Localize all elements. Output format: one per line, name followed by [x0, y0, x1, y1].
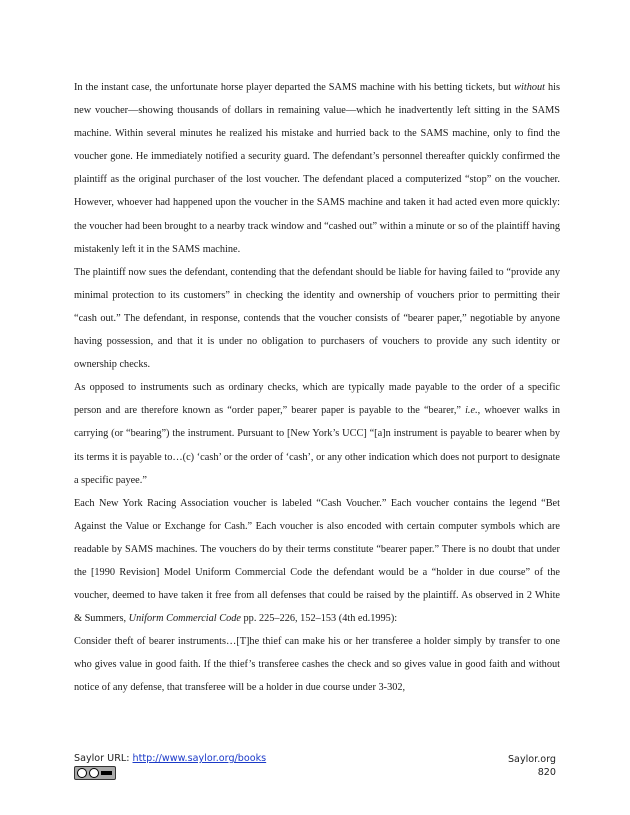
footer-url-label: Saylor URL:: [74, 753, 133, 764]
paragraph: The plaintiff now sues the defendant, contending that the defendant should be liable for having failed to “provide any minimal protection to its customers” in checking the identity and ownership of vouchers prior to permitting their “cash out.” The defendant, in response, contends that the voucher consists of “bearer paper,” negotiable by anyone having possession, and that it is under no obligation to purchasers of vouchers to provide any such identity or ownership checks.: [74, 266, 560, 371]
paragraph: Each New York Racing Association voucher is labeled “Cash Voucher.” Each voucher contains the legend “Bet Against the Value or Exchange for Cash.” Each voucher is also encoded with certain computer symbols which are readable by SAMS machines. The vouchers do by their terms constitute “bearer paper.” There is no doubt that under the [1990 Revision] Model Uniform Commercial Code the defendant would be a “holder in due course” of the voucher, deemed to have taken it free from all defenses that could be raised by the plaintiff. As observed in 2 White & Summers, Uniform Commercial Code pp. 225–226, 152–153 (4th ed.1995):: [74, 497, 560, 625]
saylor-books-link[interactable]: http://www.saylor.org/books: [132, 753, 267, 764]
paragraph: Consider theft of bearer instruments…[T]he thief can make his or her transferee a holder simply by transfer to one who gives value in good faith. If the thief’s transferee cashes the check and so gives value in good faith and without notice of any defense, that transferee will be a holder in due course under 3-302,: [74, 636, 560, 694]
page-number: 820: [537, 767, 556, 778]
paragraph: In the instant case, the unfortunate horse player departed the SAMS machine with his betting tickets, but without his new voucher—showing thousands of dollars in remaining value—which he inadvertently left sitting in the SAMS machine. Within several minutes he realized his mistake and hurried back to the SAMS machine, only to find the voucher gone. He immediately notified a security guard. The defendant’s personnel thereafter quickly confirmed the plaintiff as the original purchaser of the lost voucher. The defendant placed a computerized “stop” on the voucher. However, whoever had happened upon the voucher in the SAMS machine and taken it had acted even more quickly: the voucher had been brought to a nearby track window and “cashed out” within a minute or so of the plaintiff having mistakenly left it in the SAMS machine.: [74, 82, 561, 255]
cc-circle-icon: [77, 768, 87, 778]
italic-text: Uniform Commercial Code: [128, 613, 241, 625]
footer-url: [74, 753, 266, 764]
license-bar: [101, 771, 112, 775]
italic-text: i.e.: [465, 405, 478, 417]
by-circle-icon: [89, 768, 99, 778]
cc-by-nc-sa-badge-icon[interactable]: [74, 766, 116, 780]
paragraph: As opposed to instruments such as ordinary checks, which are typically made payable to the order of a specific person and are therefore known as “order paper,” bearer paper is payable to the “bearer,” i.e., whoever walks in carrying (or “bearing”) the instrument. Pursuant to [New York’s UCC] “[a]n instrument is payable to bearer when by its terms it is payable to…(c) ‘cash’ or the order of ‘cash’, or any other indication which does not purport to designate a specific payee.”: [74, 382, 561, 486]
footer-right: [508, 753, 556, 779]
italic-text: without: [514, 82, 546, 93]
footer-site: Saylor.org: [507, 754, 556, 765]
page-body: [74, 76, 560, 700]
